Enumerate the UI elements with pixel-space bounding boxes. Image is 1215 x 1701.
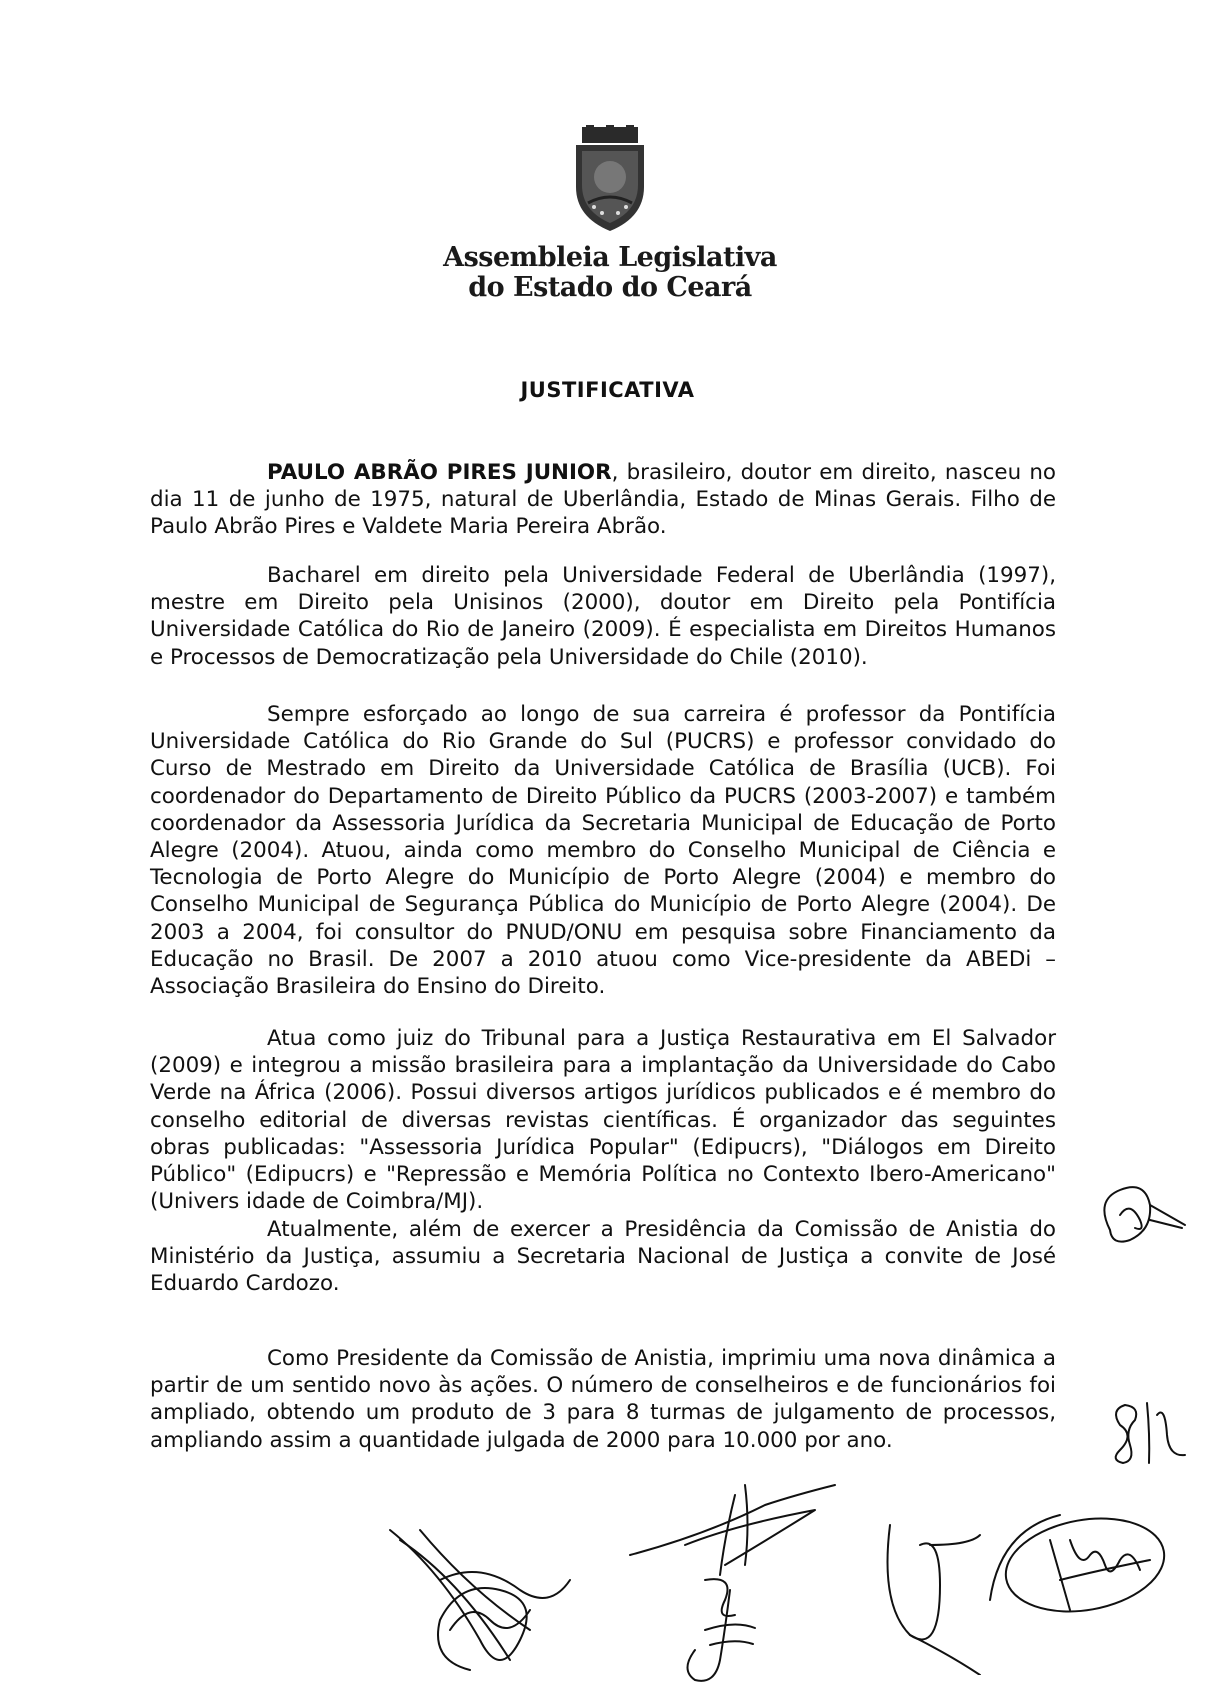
- paragraph-career: Sempre esforçado ao longo de sua carreira é professor da Pontifícia Universidade Católica do Rio Grande do Sul (PUCRS) e professor convidado do Curso de Mestrado em Direito da Universidade Católica de Brasília (UCB). Foi coordenador do Departamento de Direito Público da PUCRS (2003-2007) e também coordenador da Assessoria Jurídica da Secretaria Municipal de Educação de Porto Alegre (2004). Atuou, ainda como membro do Conselho Municipal de Ciência e Tecnologia de Porto Alegre do Município de Porto Alegre (2004) e membro do Conselho Municipal de Segurança Pública do Município de Porto Alegre (2004). De 2003 a 2004, foi consultor do PNUD/ONU em pesquisa sobre Financiamento da Educação no Brasil. De 2007 a 2010 atuou como Vice-presidente da ABEDi – Associação Brasileira do Ensino do Direito.: [150, 702, 1056, 1000]
- paragraph-current-role: Atualmente, além de exercer a Presidência da Comissão de Anistia do Ministério da Justiça, assumiu a Secretaria Nacional de Justiça a convite de José Eduardo Cardozo.: [150, 1217, 1056, 1297]
- signature-4: [870, 1505, 990, 1675]
- institution-line-2: do Estado do Ceará: [468, 272, 752, 303]
- signature-3: [675, 1570, 775, 1695]
- margin-initials: [1090, 1170, 1200, 1270]
- paragraph-biography: [150, 459, 1056, 541]
- signature-1: [380, 1520, 580, 1690]
- paragraph-biography-text: , brasileiro, doutor em direito, nasceu no dia 11 de junho de 1975, natural de Uberlândia, Estado de Minas Gerais. Filho de Paulo Abrão Pires e Valdete Maria Pereira Abrão.: [150, 460, 1056, 540]
- paragraph-commission: Como Presidente da Comissão de Anistia, imprimiu uma nova dinâmica a partir de um sentido novo às ações. O número de conselheiros e de funcionários foi ampliado, obtendo um produto de 3 para 8 turmas de julgamento de processos, ampliando assim a quantidade julgada de 2000 para 10.000 por ano.: [150, 1346, 1056, 1453]
- institution-name: [380, 243, 840, 303]
- person-name: PAULO ABRÃO PIRES JUNIOR: [267, 460, 612, 485]
- institution-line-1: Assembleia Legislativa: [443, 242, 777, 273]
- document-title: JUSTIFICATIVA: [520, 378, 695, 402]
- paragraph-activities: Atua como juiz do Tribunal para a Justiça Restaurativa em El Salvador (2009) e integrou a missão brasileira para a implantação da Universidade do Cabo Verde na África (2006). Possui diversos artigos jurídicos publicados e é membro do conselho editorial de diversas revistas científicas. É organizador das seguintes obras publicadas: "Assessoria Jurídica Popular" (Edipucrs), "Diálogos em Direito Público" (Edipucrs) e "Repressão e Memória Política no Contexto Ibero-Americano" (Univers idade de Coimbra/MJ).: [150, 1026, 1056, 1215]
- paragraph-education: Bacharel em direito pela Universidade Federal de Uberlândia (1997), mestre em Direito pela Unisinos (2000), doutor em Direito pela Pontifícia Universidade Católica do Rio de Janeiro (2009). É especialista em Direitos Humanos e Processos de Democratização pela Universidade do Chile (2010).: [150, 563, 1056, 670]
- handwritten-page-number: [1105, 1395, 1195, 1470]
- signature-2: [625, 1475, 845, 1585]
- signature-5: [980, 1500, 1180, 1640]
- coat-of-arms-icon: [570, 125, 650, 235]
